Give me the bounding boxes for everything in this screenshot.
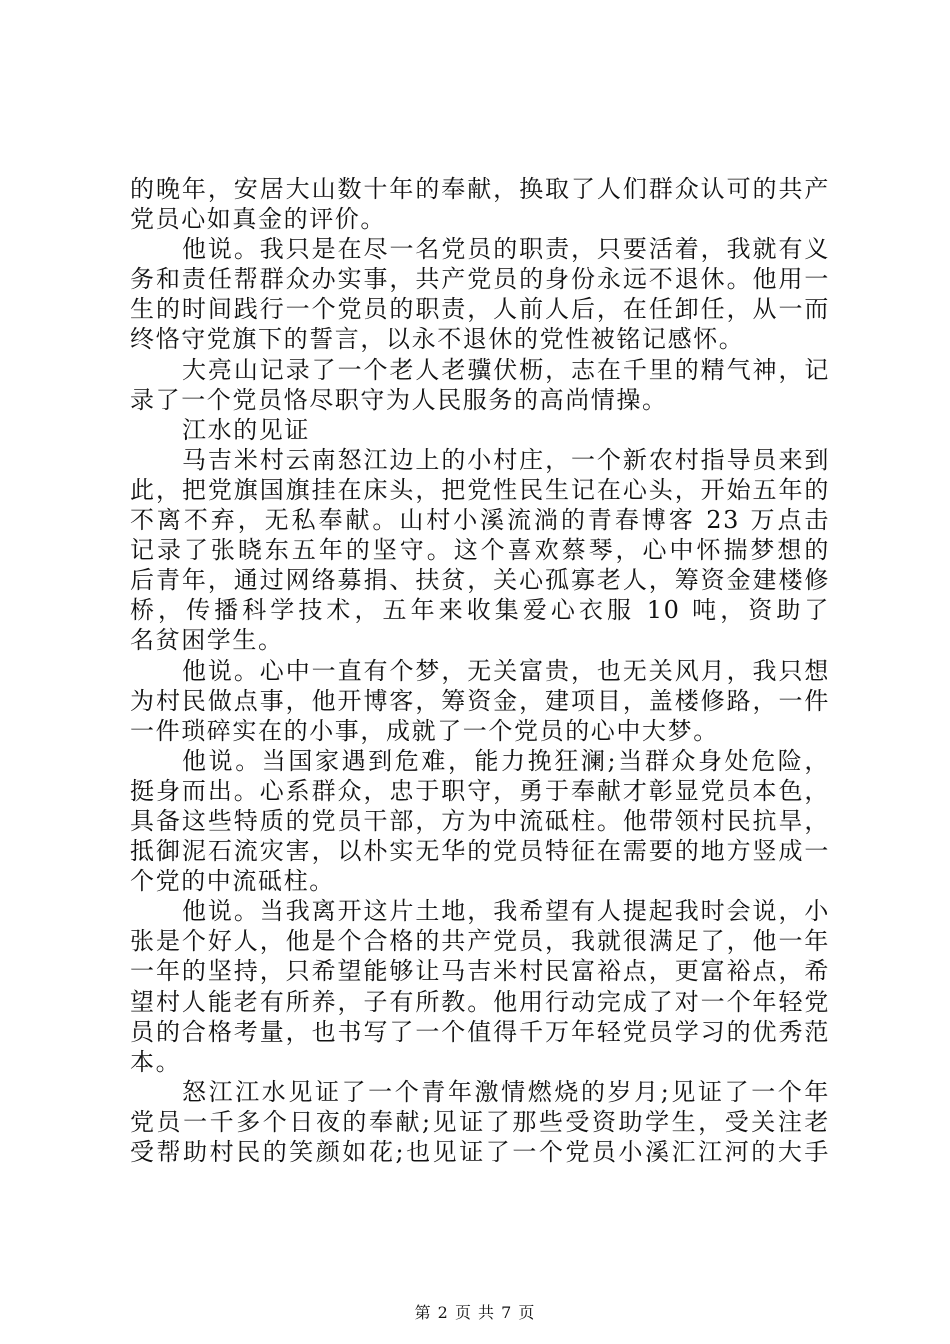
text-line: 名贫困学生。: [130, 626, 284, 655]
text-line: 受帮助村民的笑颜如花;也见证了一个党员小溪汇江河的大手: [130, 1138, 830, 1166]
text-line: 此，把党旗国旗挂在床头，把党性民生记在心头，开始五年的: [130, 475, 830, 504]
text-line: 具备这些特质的党员干部，方为中流砥柱。他带领村民抗旱，: [130, 806, 830, 835]
text-line: 录了一个党员恪尽职守为人民服务的高尚情操。: [130, 385, 668, 414]
text-line: 他说。当国家遇到危难，能力挽狂澜;当群众身处危险，: [182, 746, 830, 775]
text-line: 终恪守党旗下的誓言，以永不退休的党性被铭记感怀。: [130, 325, 745, 354]
text-line: 抵御泥石流灾害，以朴实无华的党员特征在需要的地方竖成一: [130, 837, 830, 866]
document-body: [130, 174, 830, 1167]
text-line: 大亮山记录了一个老人老骥伏枥，志在千里的精气神，记: [182, 355, 830, 384]
text-line: 务和责任帮群众办实事，共产党员的身份永远不退休。他用一: [130, 265, 830, 294]
text-line: 记录了张晓东五年的坚守。这个喜欢蔡琴，心中怀揣梦想的: [130, 536, 830, 565]
text-line: 他说。我只是在尽一名党员的职责，只要活着，我就有义: [182, 235, 830, 264]
text-line: 生的时间践行一个党员的职责，人前人后，在任卸任，从一而: [130, 295, 830, 324]
text-line: 他说。当我离开这片土地，我希望有人提起我时会说，小: [182, 897, 830, 926]
text-line: 本。: [130, 1047, 182, 1076]
text-line: 江水的见证: [182, 415, 310, 444]
text-line: 桥，传播科学技术，五年来收集爱心衣服 10 吨，资助了: [130, 596, 830, 625]
text-line: 马吉米村云南怒江边上的小村庄，一个新农村指导员来到: [182, 445, 830, 474]
text-line: 党员一千多个日夜的奉献;见证了那些受资助学生，受关注老: [130, 1107, 830, 1136]
text-line: 党员心如真金的评价。: [130, 205, 386, 234]
page-number-footer: 第 2 页 共 7 页: [414, 1303, 536, 1322]
text-line: 一件琐碎实在的小事，成就了一个党员的心中大梦。: [130, 716, 719, 745]
text-line: 怒江江水见证了一个青年激情燃烧的岁月;见证了一个年: [182, 1077, 830, 1106]
text-line: 一年的坚持，只希望能够让马吉米村民富裕点，更富裕点，希: [130, 957, 830, 986]
text-line: 个党的中流砥柱。: [130, 867, 335, 896]
text-line: 的晚年，安居大山数十年的奉献，换取了人们群众认可的共产: [130, 175, 830, 203]
text-line: 后青年，通过网络募捐、扶贫，关心孤寡老人，筹资金建楼修: [130, 566, 830, 595]
text-line: 望村人能老有所养，子有所教。他用行动完成了对一个年轻党: [130, 987, 830, 1016]
text-line: 挺身而出。心系群众，忠于职守，勇于奉献才彰显党员本色，: [130, 776, 830, 805]
text-line: 员的合格考量，也书写了一个值得千万年轻党员学习的优秀范: [130, 1017, 830, 1046]
text-line: 为村民做点事，他开博客，筹资金，建项目，盖楼修路，一件: [130, 686, 830, 715]
text-line: 张是个好人，他是个合格的共产党员，我就很满足了，他一年: [130, 927, 830, 956]
text-line: 他说。心中一直有个梦，无关富贵，也无关风月，我只想: [182, 656, 830, 685]
text-line: 不离不弃，无私奉献。山村小溪流淌的青春博客 23 万点击: [130, 506, 830, 535]
